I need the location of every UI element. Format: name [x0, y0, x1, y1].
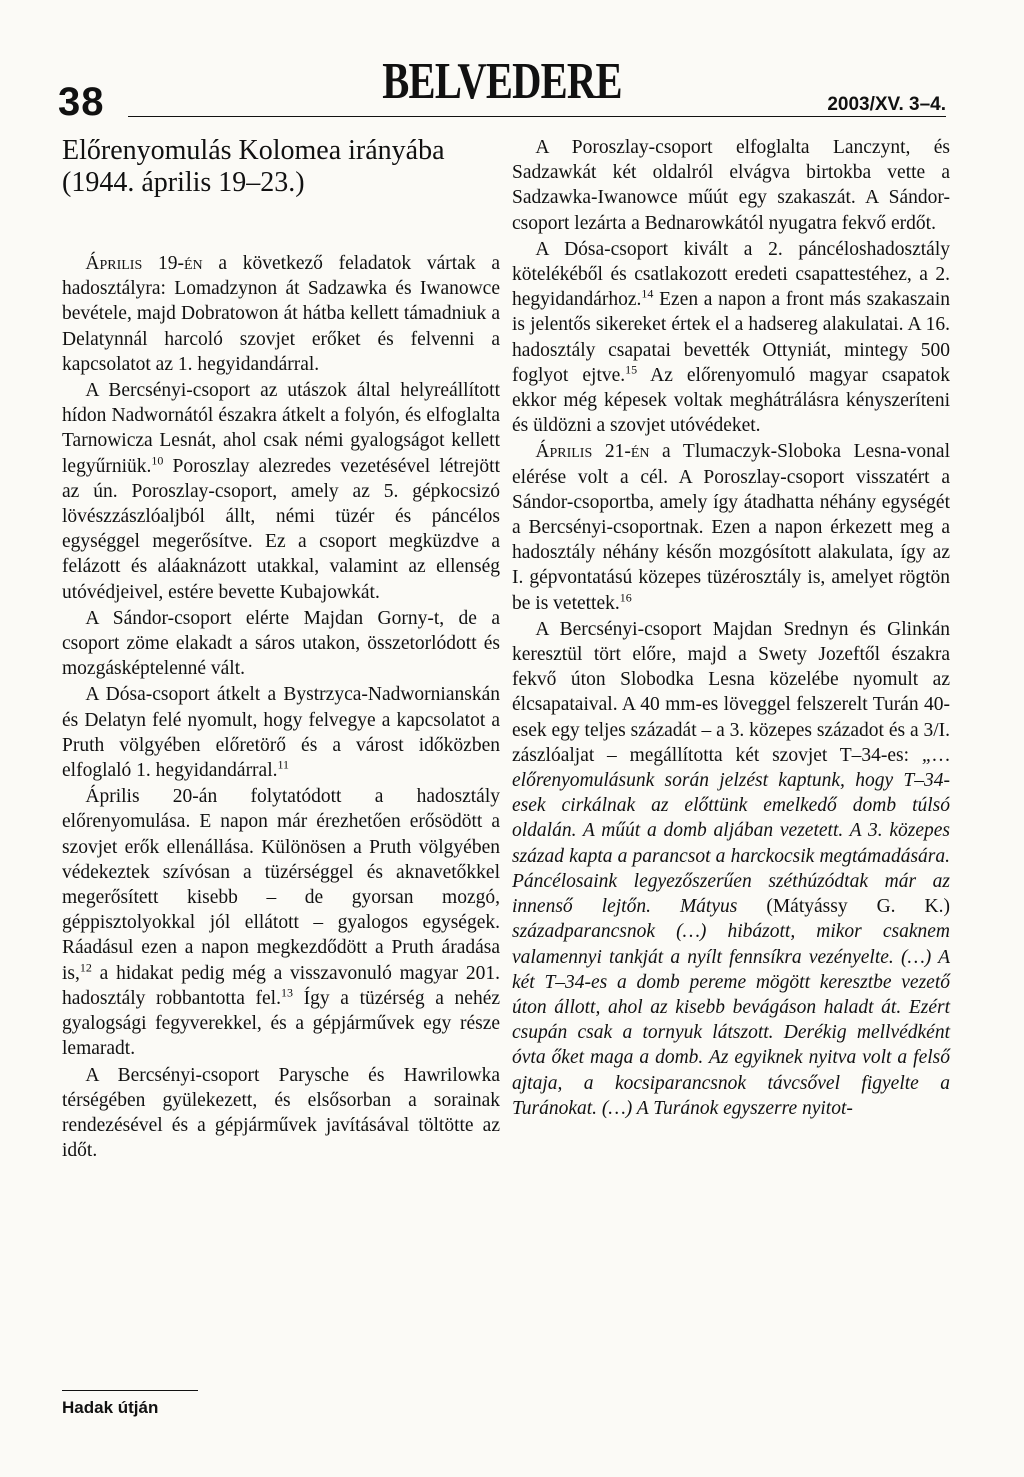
paragraph-text: (Mátyássy G. K.) [737, 896, 950, 918]
footnote-ref: 11 [277, 757, 290, 772]
quote-text: „…előrenyomulásunk során jelzést kaptunk, hogy T–34-esek cirkálnak az előttünk emelkedő domb túlsó oldalán. A műút a domb aljában vezetett. A 3. közepes század kapta a parancsot a harckocsik megtámadására. Páncélosaink legyezőszerűen széthúzódtak már az innenső lejtőn. Mátyus [512, 744, 950, 918]
paragraph [62, 251, 500, 377]
article-title [62, 135, 500, 199]
paragraph [512, 237, 950, 439]
journal-title: BELVEDERE [382, 53, 622, 110]
paragraph: A Poroszlay-csoport elfoglalta Lanczynt, és Sadzawkát két oldalról elvágva birtokba vette a Sadzawka-Iwanowce műút egy szakaszát. A Sándor-csoport lezárta a Bednarowkától nyugatra fekvő erdőt. [512, 137, 950, 234]
date-lead: Április 19-én [85, 253, 203, 274]
paragraph-text: a Tlumaczyk-Sloboka Lesna-vonal elérése volt a cél. A Poroszlay-csoport visszatért a Sándor-csoportba, amely így átadhatta néhány egységét a Bercsényi-csoportnak. Ezen a napon érkezett meg a hadosztály néhány későn mozgósított alakulata, így az I. gépvontatású közepes tüzérosztály is, amelyet rögtön be is vetettek. [512, 441, 950, 614]
header-rule [128, 116, 946, 117]
footnote-ref: 13 [280, 985, 293, 1000]
footnote-ref: 15 [625, 362, 638, 377]
paragraph-text: Így a tüzérség a nehéz gyalogsági fegyverekkel, és a gépjárművek egy része lemaradt. [62, 987, 501, 1060]
paragraph-text: Ezen a napon a front más szakaszain is jelentős sikereket értek el a hadsereg alakulatai. A 16. hadosztály csapatai bevették Ottyniát, mintegy 500 foglyot ejtve. [512, 289, 950, 386]
footer-rule [62, 1390, 198, 1391]
footnote-ref: 12 [79, 960, 92, 975]
paragraph [62, 682, 500, 783]
date-lead: Április 21-én [535, 441, 650, 463]
paragraph [62, 784, 500, 1061]
paragraph [512, 439, 950, 615]
paragraph-text: a következő feladatok vártak a hadosztályra: Lomadzynon át Sadzawka és Iwanowce bevétele, majd Dobratowon át hátba kellett támadniuk a Delatynnál harcoló szovjet erőket és felvenni a kapcsolatot az 1. hegyidandárral. [62, 253, 500, 375]
paragraph [62, 378, 500, 605]
issue-number: 2003/XV. 3–4. [827, 94, 946, 115]
paragraph [512, 617, 950, 1121]
paragraph-text: Az előrenyomuló magyar csapatok ekkor még képesek voltak meghátrálásra kényszeríteni és üldözni a szovjet utóvédeket. [512, 364, 950, 437]
paragraph-text: Poroszlay alezredes vezetésével létrejött az ún. Poroszlay-csoport, amely az 5. gépkocsizó lövészzászlóaljból állt, némi tüzér és páncélos egységgel megerősítve. Ez a csoport megküzdve a felázott és aláaknázott utakkal, valamint az ellenség utóvédjeivel, estére bevette Kubajowkát. [62, 455, 500, 603]
paragraph-text: A Dósa-csoport átkelt a Bystrzyca-Nadwornianskán és Delatyn felé nyomult, hogy felvegye a kapcsolatot a Pruth völgyében előretörő és a várost időközben elfoglaló 1. hegyidandárral. [62, 684, 500, 782]
paragraph-text: A Bercsényi-csoport az utászok által helyreállított hídon Nadwornától északra átkelt a folyón, és elfoglalta Tarnowicza Lesnát, ahol csak némi gyalogságot kellett legyűrniük. [62, 380, 500, 477]
left-column [62, 135, 500, 1163]
footnote-ref: 14 [641, 286, 654, 301]
article-title-line2: (1944. április 19–23.) [62, 167, 305, 198]
paragraph: A Bercsényi-csoport Parysche és Hawrilowka térségében gyülekezett, és elsősorban a sorainak rendezésével és a gépjárművek javításával töltötte az időt. [62, 1064, 500, 1162]
article-title-line1: Előrenyomulás Kolomea irányába [62, 135, 445, 166]
footnote-ref: 10 [151, 453, 164, 468]
page-number: 38 [58, 80, 105, 124]
paragraph-text: a hidakat pedig még a visszavonuló magyar 201. hadosztály robbantotta fel. [62, 962, 500, 1009]
right-column [512, 135, 950, 1121]
paragraph-text: A Dósa-csoport kivált a 2. páncéloshadosztály kötelékéből és csatlakozott eredeti csapattestéhez, a 2. hegyidandárhoz. [512, 238, 950, 311]
section-footer: Hadak útján [62, 1398, 159, 1417]
paragraph-text: Április 20-án folytatódott a hadosztály előrenyomulása. E napon már érezhetően erősödött a szovjet erők ellenállása. Különösen a Pruth völgyében védekeztek szívósan a tüzérséggel és aknavetőkkel megerősített kisebb – de gyorsan mozgó, géppisztolyokkal jól ellátott – gyalogos egységek. Ráadásul ezen a napon megkezdődött a Pruth áradása is, [62, 786, 500, 984]
paragraph: A Sándor-csoport elérte Majdan Gorny-t, de a csoport zöme elakadt a sáros utakon, összetorlódott és mozgásképtelenné vált. [62, 607, 500, 680]
paragraph-text: A Bercsényi-csoport Majdan Srednyn és Glinkán keresztül tört előre, majd a Swety Jozeftől északra fekvő úton Slobodka Lesna közelébe nyomult az élcsapataival. A 40 mm-es löveggel felszerelt Turán 40-esek egy teljes századát – a 3. közepes századot és a 3/I. zászlóaljat – megállította két szovjet T–34-es: [512, 618, 951, 766]
quote-text: századparancsnok (…) hibázott, mikor csaknem valamennyi tankját a nyílt fennsíkra vezényelte. (…) A két T–34-es a domb pereme mögött keresztbe vezető úton állott, ahol az kisebb bevágáson haladt át. Ezért csupán csak a tornyuk látszott. Derékig mellvédként óvta őket maga a domb. Az egyiknek nyitva volt a felső ajtaja, a kocsiparancsnok távcsővel figyelte a Turánokat. (…) A Turánok egyszerre nyitot- [512, 921, 950, 1119]
page-header [58, 50, 946, 124]
footnote-ref: 16 [619, 590, 632, 605]
